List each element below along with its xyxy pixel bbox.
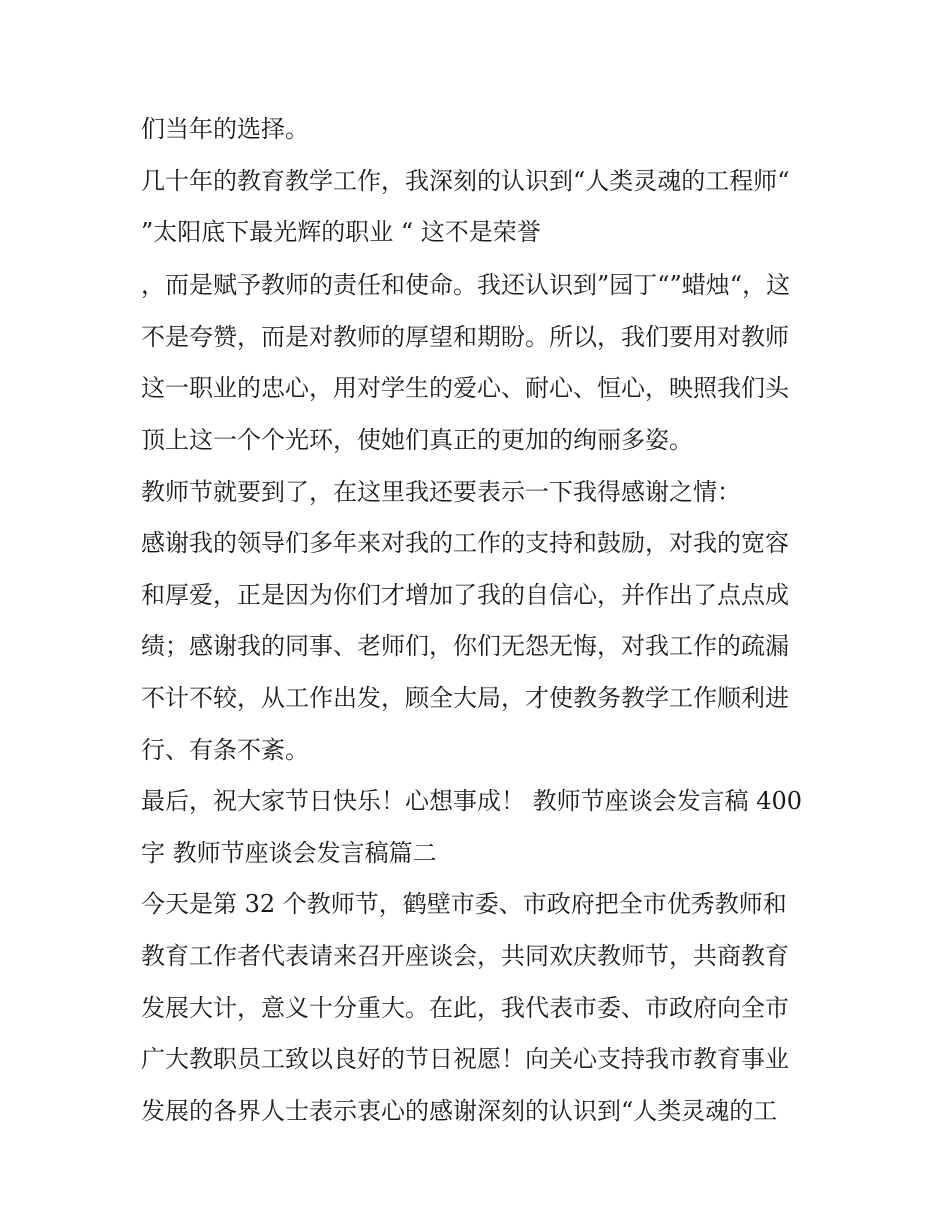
text-line: 今天是第 32 个教师节，鹤壁市委、市政府把全市优秀教师和 [141,890,787,919]
text-line: 感谢我的领导们多年来对我的工作的支持和鼓励，对我的宽容 [141,529,789,558]
text-line: 几十年的教育教学工作，我深刻的认识到“人类灵魂的工程师“ [141,166,790,195]
text-line: 广大教职员工致以良好的节日祝愿！向关心支持我市教育事业 [141,1045,789,1074]
text-line: 行、有条不紊。 [141,735,309,764]
text-line: 教育工作者代表请来召开座谈会，共同欢庆教师节，共商教育 [141,941,789,970]
text-line: 顶上这一个个光环，使她们真正的更加的绚丽多姿。 [141,425,693,454]
text-line: ”太阳底下最光辉的职业 “ 这不是荣誉 [141,218,541,247]
text-line: 字 教师节座谈会发言稿篇二 [141,838,437,867]
text-line: 这一职业的忠心，用对学生的爱心、耐心、恒心，映照我们头 [141,374,789,403]
text-line: 发展的各界人士表示衷心的感谢深刻的认识到“人类灵魂的工 [141,1096,778,1125]
text-line: ，而是赋予教师的责任和使命。我还认识到”园丁“”蜡烛“，这 [141,271,791,300]
text-line: 和厚爱，正是因为你们才增加了我的自信心，并作出了点点成 [141,580,789,609]
text-line: 绩；感谢我的同事、老师们，你们无怨无悔，对我工作的疏漏 [141,632,789,661]
text-line: 发展大计，意义十分重大。在此，我代表市委、市政府向全市 [141,993,789,1022]
text-line: 们当年的选择。 [141,115,309,143]
text-line: 最后，祝大家节日快乐！心想事成！ 教师节座谈会发言稿 400 [141,787,803,816]
text-line: 不计不较，从工作出发，顾全大局，才使教务教学工作顺利进 [141,683,789,712]
text-line: 教师节就要到了，在这里我还要表示一下我得感谢之情： [141,477,741,506]
text-line: 不是夸赞，而是对教师的厚望和期盼。所以，我们要用对教师 [141,322,789,351]
document-body [141,106,831,1139]
